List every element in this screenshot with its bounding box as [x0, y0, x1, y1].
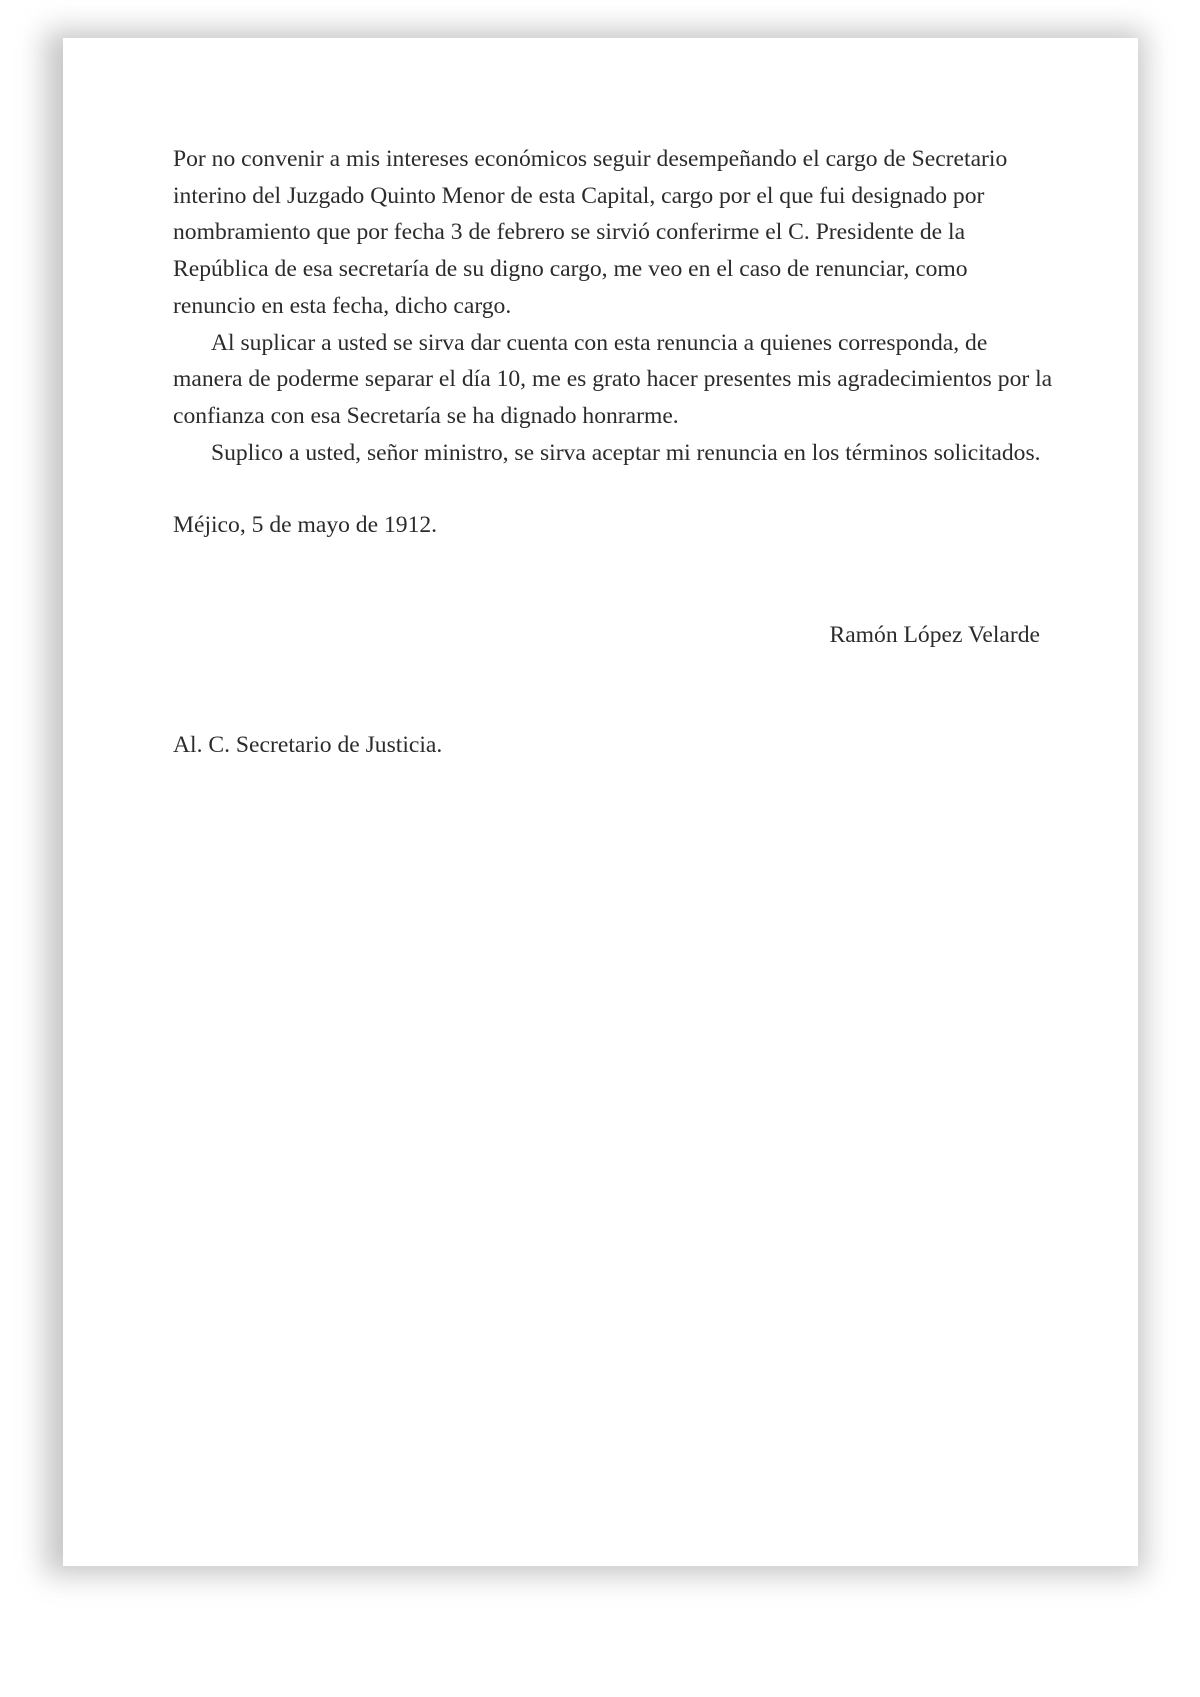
paragraph-1: Por no convenir a mis intereses económicos seguir desempeñando el cargo de Secretario interino del Juzgado Quinto Menor de esta Capital, cargo por el que fui designado por nombramiento que por fecha 3 de febrero se sirvió conferirme el C. Presidente de la República de esa secretaría de su digno cargo, me veo en el caso de renunciar, como renuncio en esta fecha, dicho cargo.: [173, 146, 1008, 319]
letter-date: Méjico, 5 de mayo de 1912.: [173, 512, 438, 539]
addressee: Al. C. Secretario de Justicia.: [173, 731, 443, 758]
signature: Ramón López Velarde: [829, 622, 1040, 649]
paragraph-3: Suplico a usted, señor ministro, se sirva aceptar mi renuncia en los términos solicitados.: [211, 439, 1041, 466]
letter-body: [173, 141, 1053, 763]
paragraph-2: Al suplicar a usted se sirva dar cuenta con esta renuncia a quienes corresponda, de manera de poderme separar el día 10, me es grato hacer presentes mis agradecimientos por la confianza con esa Secretaría se ha dignado honrarme.: [173, 329, 1053, 429]
document-page: [63, 38, 1138, 1566]
